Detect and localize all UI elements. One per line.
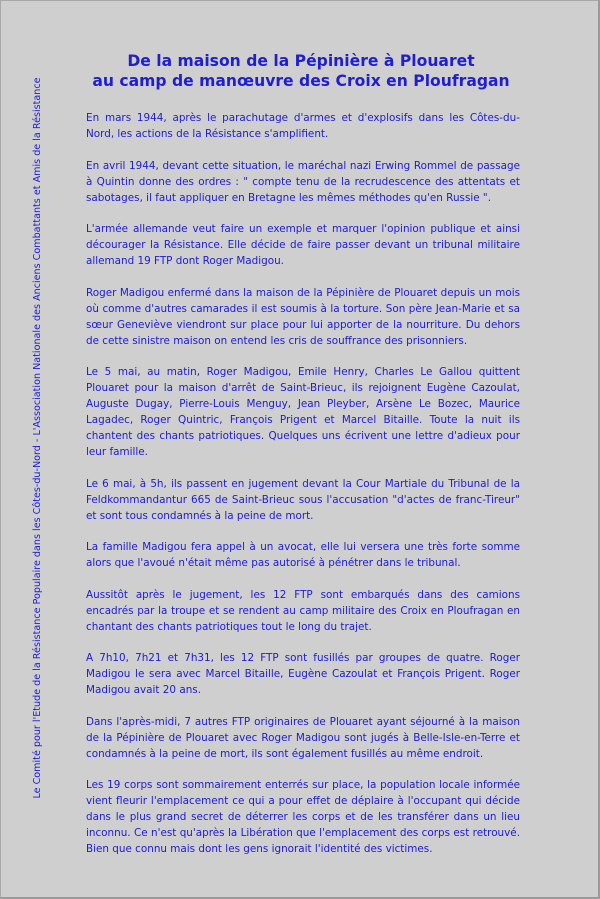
paragraph: Les 19 corps sont sommairement enterrés sur place, la population locale informée vient fleurir l'emplacement ce qui a pour effet de déplaire à l'occupant qui décide dans le plus grand secret de déterrer les corps et de les transférer dans un lieu inconnu. Ce n'est qu'après la Libération que l'emplacement des corps est retrouvé. Bien que connu mais dont les gens ignorait l'identité des victimes. bbox=[86, 779, 520, 855]
article-body bbox=[86, 110, 520, 873]
paragraph: En mars 1944, après le parachutage d'armes et d'explosifs dans les Côtes-du-Nord, les actions de la Résistance s'amplifient. bbox=[86, 112, 520, 140]
title-line-1: De la maison de la Pépinière à Plouaret bbox=[127, 52, 475, 70]
paragraph: Roger Madigou enfermé dans la maison de la Pépinière de Plouaret depuis un mois où comme d'autres camarades il est soumis à la torture. Son père Jean-Marie et sa sœur Geneviève viendront sur place pour lui apporter de la nourriture. Du dehors de cette sinistre maison on entend les cris de souffrance des prisonniers. bbox=[86, 286, 520, 347]
paragraph: L'armée allemande veut faire un exemple et marquer l'opinion publique et ainsi décourager la Résistance. Elle décide de faire passer devant un tribunal militaire allemand 19 FTP dont Roger Madigou. bbox=[86, 223, 520, 267]
page-title bbox=[71, 51, 531, 91]
paragraph: Le 5 mai, au matin, Roger Madigou, Emile Henry, Charles Le Gallou quittent Plouaret pour la maison d'arrêt de Saint-Brieuc, ils rejoignent Eugène Cazoulat, Auguste Dugay, Pierre-Louis Menguy, Jean Pleyber, Arsène Le Bozec, Maurice Lagadec, Roger Quintric, François Prigent et Marcel Bitaille. Toute la nuit ils chantent des chants patriotiques. Quelques uns écrivent une lettre d'adieux pour leur famille. bbox=[86, 366, 520, 458]
paragraph: Le 6 mai, à 5h, ils passent en jugement devant la Cour Martiale du Tribunal de la Feldkommandantur 665 de Saint-Brieuc sous l'accusation "d'actes de franc-Tireur" et sont tous condamnés à la peine de mort. bbox=[86, 477, 520, 522]
paragraph: En avril 1944, devant cette situation, le maréchal nazi Erwing Rommel de passage à Quintin donne des ordres : " compte tenu de la recrudescence des attentats et sabotages, il faut appliquer en Bretagne les mêmes méthodes qu'en Russie ". bbox=[86, 159, 520, 204]
paragraph: Dans l'après-midi, 7 autres FTP originaires de Plouaret ayant séjourné à la maison de la Pépinière de Plouaret avec Roger Madigou sont jugés à Belle-Isle-en-Terre et condamnés à la peine de mort, ils sont également fusillés au même endroit. bbox=[86, 715, 520, 760]
side-caption-text: Le Comité pour l'Etude de la Résistance Populaire dans les Côtes-du-Nord - L'Association Nationale des Anciens Combattants et Amis de la Résistance bbox=[32, 77, 43, 799]
paragraph: A 7h10, 7h21 et 7h31, les 12 FTP sont fusillés par groupes de quatre. Roger Madigou le sera avec Marcel Bitaille, Eugène Cazoulat et François Prigent. Roger Madigou avait 20 ans. bbox=[86, 652, 520, 696]
paragraph: Aussitôt après le jugement, les 12 FTP sont embarqués dans des camions encadrés par la troupe et se rendent au camp militaire des Croix en Ploufragan en chantant des chants patriotiques tout le long du trajet. bbox=[86, 588, 520, 633]
side-caption bbox=[31, 35, 45, 841]
paragraph: La famille Madigou fera appel à un avocat, elle lui versera une très forte somme alors que l'avoué n'était même pas autorisé à pénétrer dans le tribunal. bbox=[86, 541, 520, 569]
title-line-2: au camp de manœuvre des Croix en Ploufragan bbox=[92, 72, 510, 90]
